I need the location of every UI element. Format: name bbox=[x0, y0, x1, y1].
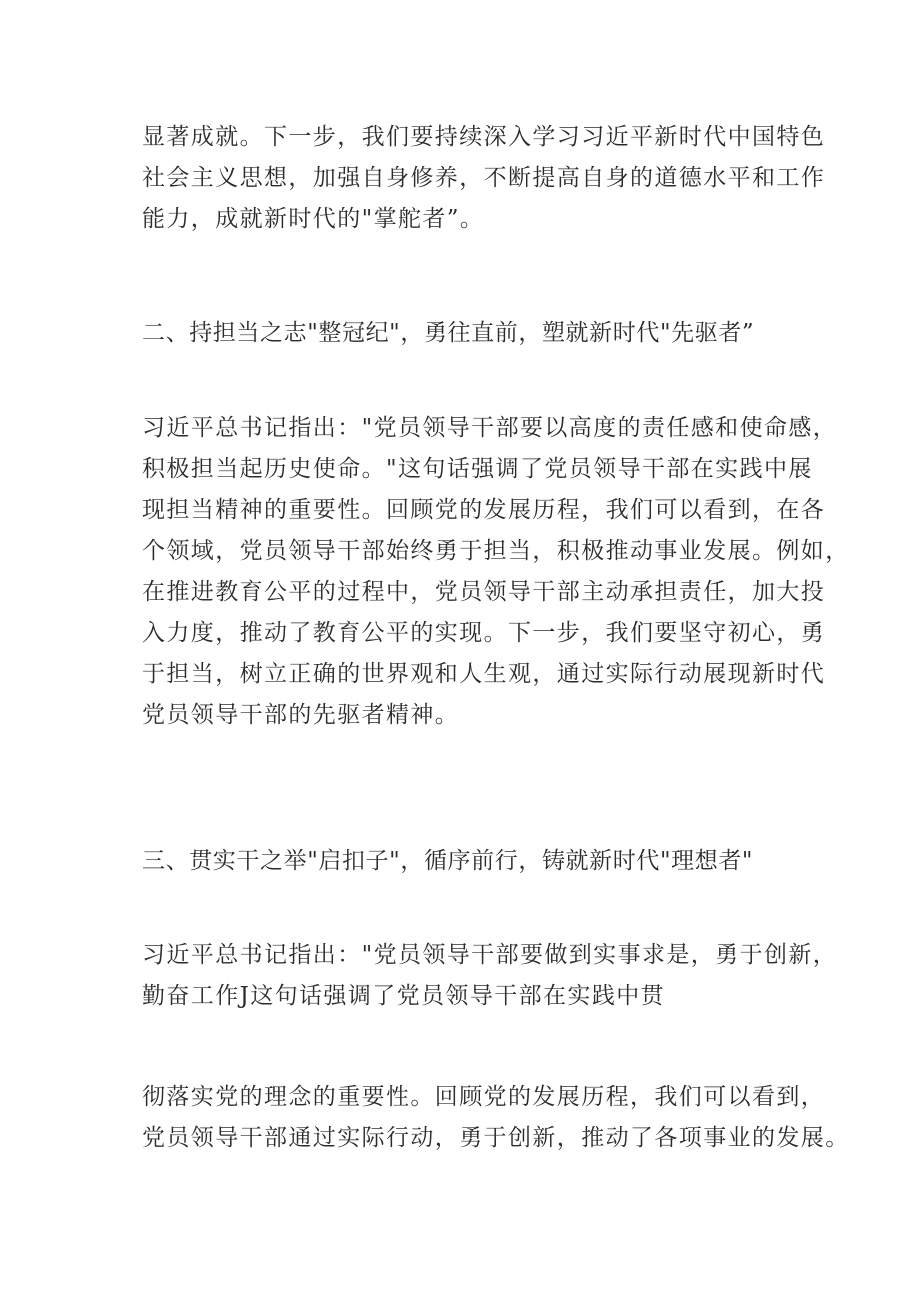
text-line: 入力度，推动了教育公平的实现。下一步，我们要坚守初心，勇 bbox=[142, 620, 826, 646]
paragraph-2 bbox=[142, 408, 850, 736]
text-line: 在推进教育公平的过程中，党员领导干部主动承担责任，加大投 bbox=[142, 579, 826, 605]
paragraph-4 bbox=[142, 1077, 850, 1159]
text-line: 党员领导干部的先驱者精神。 bbox=[142, 702, 460, 728]
text-line: 党员领导干部通过实际行动，勇于创新，推动了各项事业的发展。 bbox=[142, 1125, 850, 1151]
text-line: 积极担当起历史使命。"这句话强调了党员领导干部在实践中展 bbox=[142, 456, 813, 482]
section-heading-2 bbox=[142, 313, 802, 354]
section-heading-3 bbox=[142, 841, 802, 882]
text-line: 社会主义思想，加强自身修养，不断提高自身的道德水平和工作 bbox=[142, 165, 826, 191]
text-line: 能力，成就新时代的"掌舵者”。 bbox=[142, 206, 485, 232]
text-line: 于担当，树立正确的世界观和人生观，通过实际行动展现新时代 bbox=[142, 661, 826, 687]
text-line: 习近平总书记指出："党员领导干部要做到实事求是，勇于创新， bbox=[142, 942, 838, 968]
text-line: 显著成就。下一步，我们要持续深入学习习近平新时代中国特色 bbox=[142, 124, 826, 150]
paragraph-1 bbox=[142, 117, 826, 240]
text-line: 习近平总书记指出："党员领导干部要以高度的责任感和使命感， bbox=[142, 415, 838, 441]
paragraph-3 bbox=[142, 935, 838, 1017]
text-line: 个领域，党员领导干部始终勇于担当，积极推动事业发展。例如， bbox=[142, 538, 850, 564]
heading-text: 三、贯实干之举"启扣子"，循序前行，铸就新时代"理想者" bbox=[142, 848, 754, 874]
text-line: 勤奋工作J这句话强调了党员领导干部在实践中贯 bbox=[142, 983, 666, 1009]
heading-text: 二、持担当之志"整冠纪"，勇往直前，塑就新时代"先驱者” bbox=[142, 320, 755, 346]
text-line: 彻落实党的理念的重要性。回顾党的发展历程，我们可以看到， bbox=[142, 1084, 826, 1110]
text-line: 现担当精神的重要性。回顾党的发展历程，我们可以看到，在各 bbox=[142, 497, 826, 523]
